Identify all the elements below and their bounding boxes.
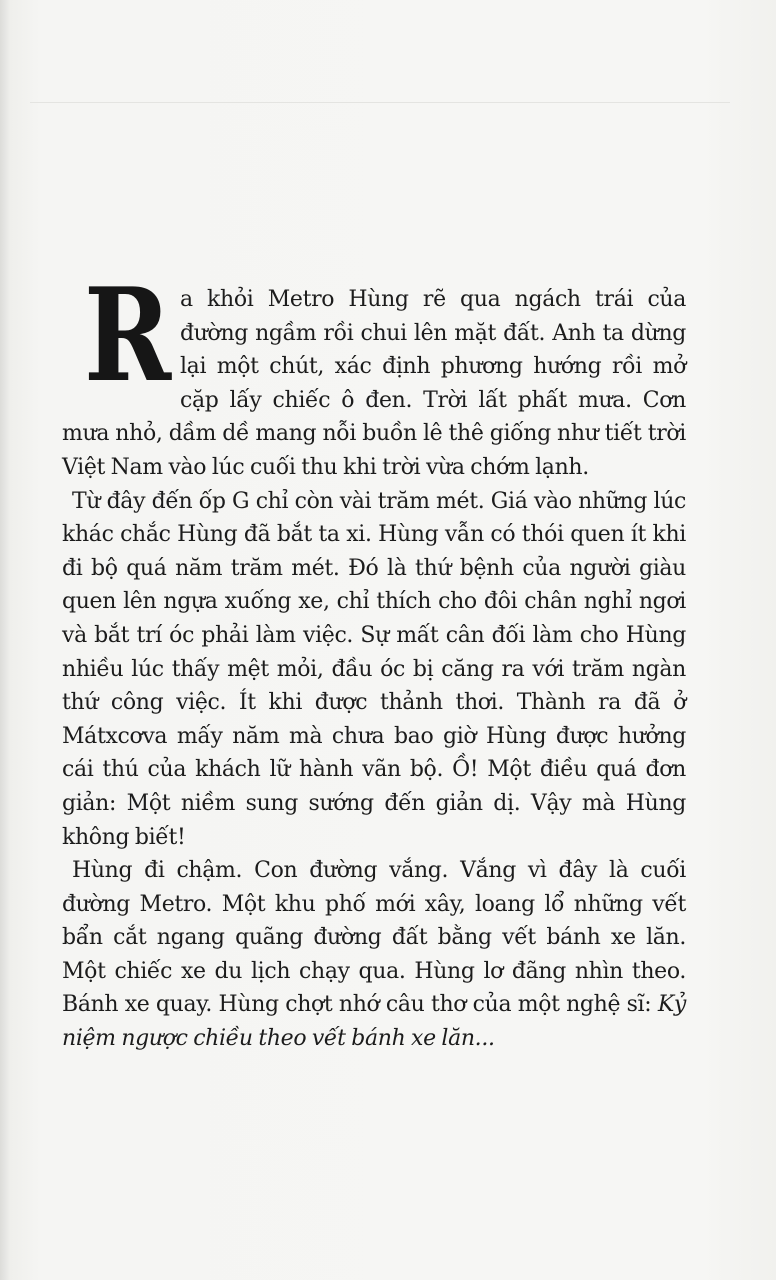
header-rule (30, 102, 730, 103)
paragraph-2-text: Từ đây đến ốp G chỉ còn vài trăm mét. Giá vào những lúc khác chắc Hùng đã bắt ta xi. Hùng vẫn có thói quen ít khi đi bộ quá năm trăm mét. Đó là thứ bệnh của người giàu quen lên ngựa xuống xe, chỉ thích cho đôi chân nghỉ ngơi và bắt trí óc phải làm việc. Sự mất cân đối làm cho Hùng nhiều lúc thấy mệt mỏi, đầu óc bị căng ra với trăm ngàn thứ công việc. Ít khi được thảnh thơi. Thành ra đã ở Mátxcơva mấy năm mà chưa bao giờ Hùng được hưởng cái thú của khách lữ hành vãn bộ. Ồ! Một điều quá đơn giản: Một niềm sung sướng đến giản dị. Vậy mà Hùng không biết! (62, 488, 686, 850)
paragraph-3 (62, 854, 686, 1056)
paragraph-3-text: Hùng đi chậm. Con đường vắng. Vắng vì đây là cuối đường Metro. Một khu phố mới xây, loang lổ những vết bẩn cắt ngang quãng đường đất bằng vết bánh xe lăn. Một chiếc xe du lịch chạy qua. Hùng lơ đãng nhìn theo. Bánh xe quay. Hùng chợt nhớ câu thơ của một nghệ sĩ: (62, 858, 686, 1018)
poem-quote: Kỷ niệm ngược chiều theo vết bánh xe lăn... (62, 992, 686, 1052)
drop-cap: R (84, 261, 171, 411)
paragraph-1 (62, 261, 686, 485)
paragraph-1-text: a khỏi Metro Hùng rẽ qua ngách trái của đường ngầm rồi chui lên mặt đất. Anh ta dừng lại một chút, xác định phương hướng rồi mở cặp lấy chiếc ô đen. Trời lất phất mưa. Cơn mưa nhỏ, dầm dề mang nỗi buồn lê thê giống như tiết trời Việt Nam vào lúc cuối thu khi trời vừa chớm lạnh. (62, 287, 686, 480)
paragraph-2 (62, 485, 686, 855)
story-text (62, 261, 686, 1056)
